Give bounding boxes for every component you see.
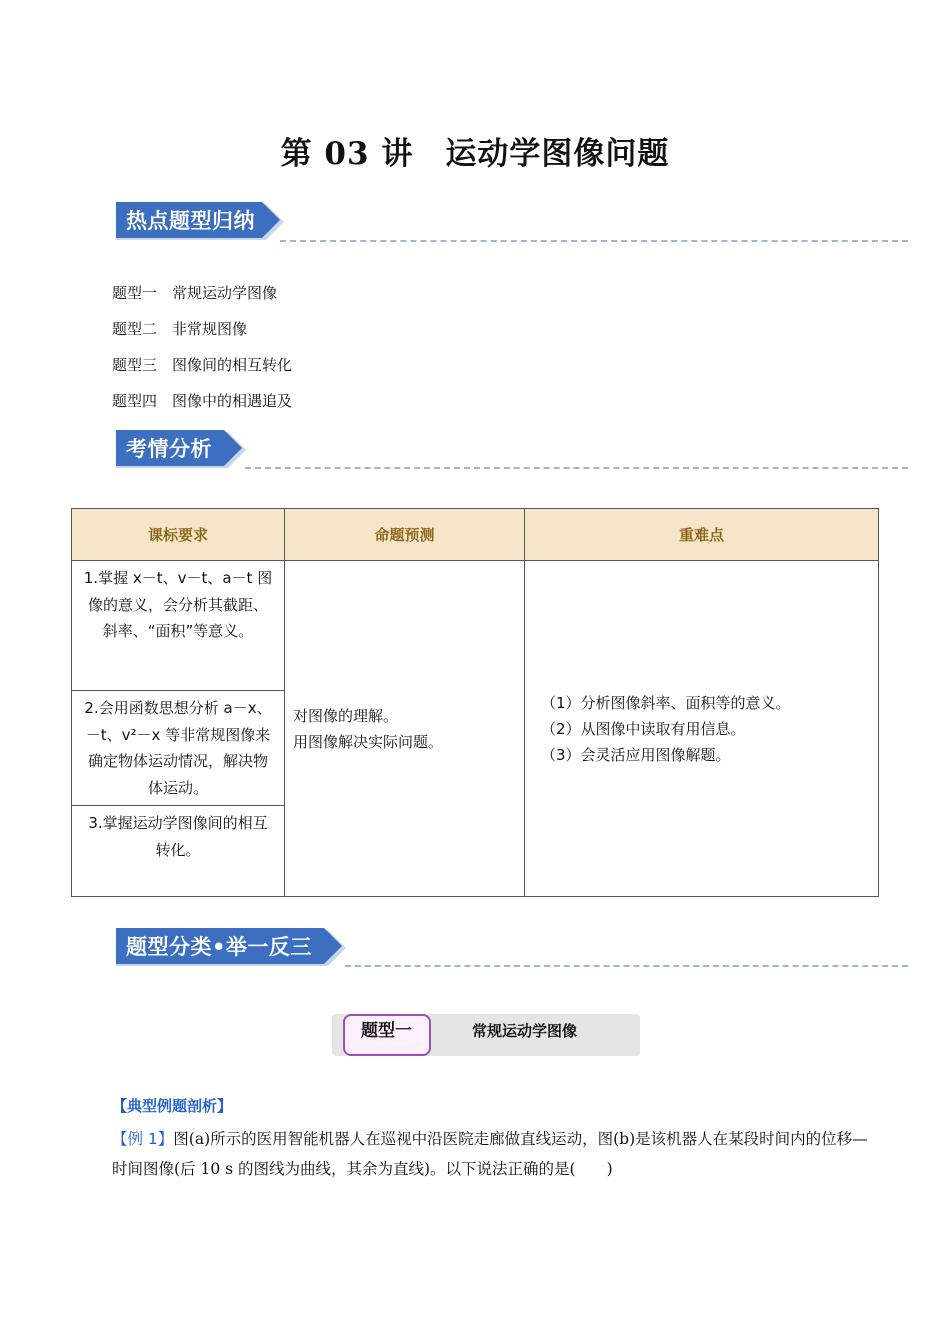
table-cell-difficulties: （1）分析图像斜率、面积等的意义。 （2）从图像中读取有用信息。 （3）会灵活应用图像解题。: [525, 561, 879, 897]
table-cell: 1.掌握 x－t、v－t、a－t 图像的意义，会分析其截距、斜率、“面积”等意义。: [72, 561, 285, 691]
type-heading: [332, 1014, 640, 1056]
example-question: [112, 1124, 872, 1184]
analysis-table: [71, 508, 879, 897]
list-item: 题型三 图像间的相互转化: [112, 356, 293, 374]
table-header: 课标要求: [72, 509, 285, 561]
section-banner-analysis: [116, 428, 248, 472]
divider: [345, 965, 908, 967]
type-name: 常规运动学图像: [472, 1022, 578, 1040]
example-text: 图(a)所示的医用智能机器人在巡视中沿医院走廊做直线运动，图(b)是该机器人在某段时间内的位移—时间图像(后 10 s 的图线为曲线，其余为直线)。以下说法正确的是( ): [112, 1130, 868, 1178]
banner-label: 题型分类•举一反三: [126, 935, 312, 959]
list-item: 题型二 非常规图像: [112, 320, 248, 338]
divider: [245, 467, 908, 469]
type-list: [112, 282, 292, 426]
section-banner-hot: [116, 200, 286, 244]
page-title: 第 03 讲 运动学图像问题: [280, 136, 670, 172]
list-item: 题型一 常规运动学图像: [112, 284, 278, 302]
table-cell: 3.掌握运动学图像间的相互转化。: [72, 806, 285, 897]
example-heading: 【典型例题剖析】: [112, 1097, 233, 1115]
divider: [280, 240, 908, 242]
list-item: 题型四 图像中的相遇追及: [112, 392, 293, 410]
table-cell: 2.会用函数思想分析 a－x、－t、v²－x 等非常规图像来确定物体运动情况，解决物体运动。: [72, 691, 285, 806]
table-cell-prediction: 对图像的理解。 用图像解决实际问题。: [285, 561, 525, 897]
type-badge: 题型一: [343, 1014, 431, 1056]
section-banner-classify: [116, 926, 348, 970]
table-header: 重难点: [525, 509, 879, 561]
table-header: 命题预测: [285, 509, 525, 561]
banner-label: 热点题型归纳: [126, 209, 255, 233]
banner-label: 考情分析: [126, 437, 212, 461]
example-label: 【例 1】: [112, 1130, 174, 1148]
